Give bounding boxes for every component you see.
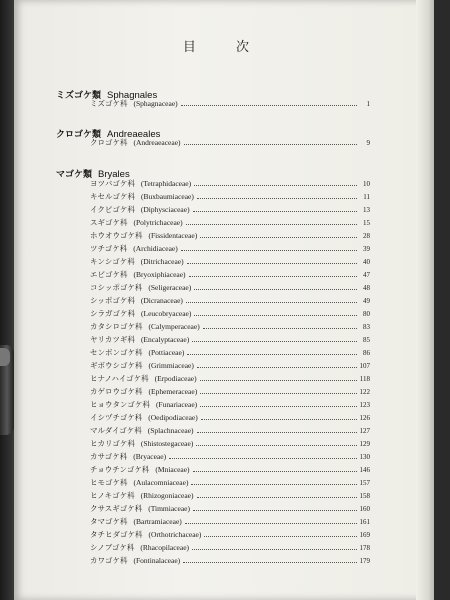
entry-page: 49: [363, 297, 370, 305]
leader-dots: [204, 536, 356, 537]
entry-latin: (Timmiaceae): [148, 504, 190, 513]
section-latin: Sphagnales: [107, 90, 158, 101]
entry-page: 169: [359, 531, 370, 539]
entry-latin: (Buxbaumiaceae): [141, 192, 194, 201]
toc-entry[interactable]: [90, 178, 370, 191]
entry-page: 9: [366, 139, 370, 147]
leader-dots: [193, 471, 357, 472]
section-jp: ミズゴケ類: [56, 91, 102, 101]
entry-page: 157: [359, 479, 370, 487]
entry-latin: (Ditrichaceae): [140, 257, 184, 266]
leader-dots: [181, 105, 357, 106]
leader-dots: [197, 497, 357, 498]
entry-latin: (Erpodiaceae): [154, 374, 197, 383]
entry-jp: エビゴケ科: [90, 270, 128, 279]
entry-page: 15: [363, 219, 370, 227]
entry-jp: コシッポゴケ科: [90, 283, 143, 292]
entry-jp: ミズゴケ科: [90, 99, 128, 108]
toc-entry[interactable]: [90, 217, 370, 230]
entry-latin: (Seligeraceae): [148, 283, 192, 292]
entry-latin: (Polytrichaceae): [133, 218, 183, 227]
leader-dots: [189, 276, 357, 277]
entry-latin: (Fissidentaceae): [148, 231, 198, 240]
entry-page: 126: [359, 414, 370, 422]
entry-jp: ヒョウタンゴケ科: [90, 400, 150, 409]
entry-page: 123: [359, 401, 370, 409]
leader-dots: [169, 458, 356, 459]
toc-entry[interactable]: [90, 464, 370, 477]
entry-latin: (Splachnaceae): [147, 426, 194, 435]
entry-jp: キンシゴケ科: [90, 257, 135, 266]
entry-latin: (Rhizogoniaceae): [140, 491, 194, 500]
entry-page: 161: [359, 518, 370, 526]
entry-page: 118: [359, 375, 370, 383]
entry-page: 11: [363, 193, 370, 201]
toc-entry[interactable]: [90, 516, 370, 529]
entry-jp: ヒカリゴケ科: [90, 439, 135, 448]
section-jp: クロゴケ類: [56, 130, 102, 140]
entry-jp: タマゴケ科: [90, 517, 128, 526]
entry-page: 85: [363, 336, 370, 344]
leader-dots: [194, 315, 357, 316]
leader-dots: [181, 250, 357, 251]
leader-dots: [200, 237, 357, 238]
entry-page: 146: [359, 466, 370, 474]
toc-entry[interactable]: [90, 360, 370, 373]
toc-entry[interactable]: [90, 334, 370, 347]
entry-jp: シラガゴケ科: [90, 309, 135, 318]
page-gutter: [416, 0, 434, 600]
entry-jp: シノブゴケ科: [90, 543, 135, 552]
leader-dots: [197, 198, 357, 199]
entry-jp: カゲロウゴケ科: [90, 387, 143, 396]
entry-jp: ツチゴケ科: [90, 244, 128, 253]
entry-page: 86: [363, 349, 370, 357]
leader-dots: [184, 144, 357, 145]
toc-entry[interactable]: [90, 308, 370, 321]
leader-dots: [192, 549, 356, 550]
entry-jp: センボンゴケ科: [90, 348, 143, 357]
leader-dots: [191, 484, 356, 485]
toc-entry[interactable]: [90, 373, 370, 386]
toc-entry[interactable]: [90, 386, 370, 399]
section-latin: Andreaeales: [107, 129, 161, 140]
toc-entry[interactable]: [90, 425, 370, 438]
toc-entry[interactable]: [90, 542, 370, 555]
toc-entry[interactable]: [90, 399, 370, 412]
leader-dots: [200, 393, 356, 394]
entry-page: 127: [359, 427, 370, 435]
entry-jp: キセルゴケ科: [90, 192, 135, 201]
entry-jp: ヒモゴケ科: [90, 478, 128, 487]
entry-latin: (Orthotrichaceae): [148, 530, 202, 539]
entry-jp: ヤリカツギ科: [90, 335, 135, 344]
entry-jp: カタシロゴケ科: [90, 322, 143, 331]
toc-entry[interactable]: [90, 282, 370, 295]
leader-dots: [197, 432, 357, 433]
leader-dots: [200, 380, 357, 381]
toc-entry[interactable]: [90, 243, 370, 256]
entry-page: 107: [359, 362, 370, 370]
entry-jp: カサゴケ科: [90, 452, 128, 461]
leader-dots: [194, 289, 357, 290]
toc-entry[interactable]: [90, 529, 370, 542]
entry-latin: (Pottiaceae): [148, 348, 185, 357]
entry-latin: (Bartramiaceae): [133, 517, 182, 526]
entry-jp: イシヅチゴケ科: [90, 413, 143, 422]
entry-page: 129: [359, 440, 370, 448]
leader-dots: [193, 510, 357, 511]
leader-dots: [185, 523, 357, 524]
entry-latin: (Aulacomniaceae): [133, 478, 189, 487]
toc-entry[interactable]: [90, 477, 370, 490]
entry-page: 160: [359, 505, 370, 513]
entry-latin: (Archidiaceae): [133, 244, 178, 253]
entry-jp: スギゴケ科: [90, 218, 128, 227]
book-clip-knob: [0, 348, 10, 366]
toc-entry[interactable]: [90, 490, 370, 503]
toc-entry[interactable]: [90, 347, 370, 360]
entry-page: 179: [359, 557, 370, 565]
leader-dots: [194, 185, 357, 186]
entry-page: 158: [359, 492, 370, 500]
entry-latin: (Fontinalaceae): [133, 556, 181, 565]
entry-page: 40: [363, 258, 370, 266]
toc-entry[interactable]: [90, 295, 370, 308]
entry-latin: (Rhacopilaceae): [140, 543, 190, 552]
leader-dots: [203, 328, 357, 329]
leader-dots: [200, 406, 356, 407]
entry-latin: (Encalyptaceae): [140, 335, 190, 344]
leader-dots: [183, 562, 356, 563]
entry-jp: ヒノキゴケ科: [90, 491, 135, 500]
entry-page: 1: [366, 100, 370, 108]
section-latin: Bryales: [98, 169, 130, 180]
entry-latin: (Funariaceae): [155, 400, 198, 409]
entry-jp: チョウチンゴケ科: [90, 465, 150, 474]
entry-page: 83: [363, 323, 370, 331]
leader-dots: [193, 211, 357, 212]
leader-dots: [192, 341, 357, 342]
toc-entry[interactable]: [90, 191, 370, 204]
entry-latin: (Bryaceae): [133, 452, 167, 461]
page-title: 目 次: [182, 40, 268, 55]
entry-page: 47: [363, 271, 370, 279]
entry-page: 80: [363, 310, 370, 318]
entry-jp: ヨツバゴケ科: [90, 179, 135, 188]
entry-jp: イクビゴケ科: [90, 205, 135, 214]
toc-entry[interactable]: [90, 503, 370, 516]
entry-jp: クサスギゴケ科: [90, 504, 143, 513]
toc-entry[interactable]: [90, 555, 370, 568]
toc-entry[interactable]: [90, 204, 370, 217]
toc-entry[interactable]: [90, 438, 370, 451]
entry-latin: (Oedipodiaceae): [148, 413, 198, 422]
entry-latin: (Diphysciaceae): [140, 205, 190, 214]
entry-latin: (Shistostegaceae): [140, 439, 194, 448]
toc-entry[interactable]: [90, 98, 370, 111]
entry-latin: (Ephemeraceae): [148, 387, 198, 396]
section-jp: マゴケ類: [56, 170, 93, 180]
toc-entry[interactable]: [90, 230, 370, 243]
leader-dots: [186, 302, 357, 303]
entry-page: 39: [363, 245, 370, 253]
entry-page: 28: [363, 232, 370, 240]
toc-entry[interactable]: [90, 256, 370, 269]
entry-jp: タチヒダゴケ科: [90, 530, 143, 539]
toc-entry[interactable]: [90, 321, 370, 334]
entry-jp: マルダイゴケ科: [90, 426, 142, 435]
entry-page: 13: [363, 206, 370, 214]
entry-jp: カワゴケ科: [90, 556, 128, 565]
entry-jp: ホウオウゴケ科: [90, 231, 143, 240]
entry-latin: (Tetraphidaceae): [140, 179, 192, 188]
toc-entry[interactable]: [90, 451, 370, 464]
entry-latin: (Mniaceae): [155, 465, 190, 474]
entry-jp: シッポゴケ科: [90, 296, 135, 305]
toc-entry[interactable]: [90, 412, 370, 425]
entry-page: 178: [359, 544, 370, 552]
leader-dots: [186, 224, 357, 225]
toc-entry[interactable]: [90, 269, 370, 282]
entry-latin: (Sphagnaceae): [133, 99, 178, 108]
entry-latin: (Dicranaceae): [140, 296, 183, 305]
entry-latin: (Leucobryaceae): [141, 309, 192, 318]
entry-page: 122: [359, 388, 370, 396]
leader-dots: [187, 354, 357, 355]
leader-dots: [187, 263, 357, 264]
leader-dots: [201, 419, 357, 420]
leader-dots: [197, 367, 357, 368]
entry-jp: ヒナノハイゴケ科: [90, 374, 149, 383]
entry-latin: (Grimmiaceae): [148, 361, 194, 370]
entry-jp: クロゴケ科: [90, 138, 128, 147]
entry-latin: (Andreaeaceae): [133, 138, 181, 147]
entry-page: 10: [363, 180, 370, 188]
leader-dots: [196, 445, 356, 446]
entry-latin: (Calymperaceae): [148, 322, 200, 331]
entry-page: 48: [363, 284, 370, 292]
entry-latin: (Bryoxiphiaceae): [133, 270, 186, 279]
toc-entry[interactable]: [90, 137, 370, 150]
entry-page: 130: [359, 453, 370, 461]
entry-jp: ギボウシゴケ科: [90, 361, 143, 370]
